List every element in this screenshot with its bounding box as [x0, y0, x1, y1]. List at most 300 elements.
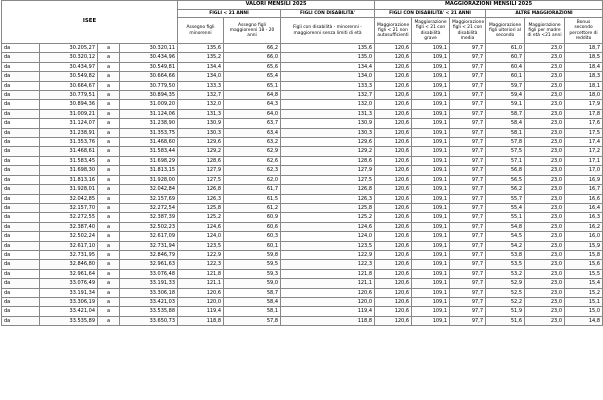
magg-madri-21: 23,0	[525, 203, 565, 212]
magg-disabilita-media: 97,7	[450, 72, 486, 81]
isee-from: 32.846,80	[40, 260, 98, 269]
range-to-label: a	[98, 194, 120, 203]
magg-disabilita-grave: 109,1	[412, 147, 450, 156]
assegno-maggiorenni: 62,6	[224, 156, 281, 165]
magg-disabilita-media: 97,7	[450, 316, 486, 325]
table-row	[2, 269, 603, 278]
assegno-disabilita: 122,3	[281, 260, 375, 269]
assegno-minorenni: 127,5	[178, 175, 224, 184]
assegno-minorenni: 127,9	[178, 166, 224, 175]
bonus-secondo-percettore: 15,5	[565, 269, 603, 278]
magg-figli-ulteriori: 57,8	[486, 138, 525, 147]
isee-to: 31.583,44	[120, 147, 178, 156]
magg-figli-ulteriori: 53,5	[486, 260, 525, 269]
table-row	[2, 119, 603, 128]
assegno-maggiorenni: 65,6	[224, 62, 281, 71]
assegno-disabilita: 125,8	[281, 203, 375, 212]
assegno-disabilita: 133,3	[281, 81, 375, 90]
assegno-disabilita: 126,3	[281, 194, 375, 203]
magg-disabilita-media: 97,7	[450, 260, 486, 269]
assegno-maggiorenni: 62,9	[224, 147, 281, 156]
bonus-secondo-percettore: 15,1	[565, 297, 603, 306]
magg-disabilita-grave: 109,1	[412, 44, 450, 53]
bonus-secondo-percettore: 18,3	[565, 72, 603, 81]
isee-to: 33.650,73	[120, 316, 178, 325]
altre-maggiorazioni-header: ALTRE MAGGIORAZIONI	[486, 10, 603, 18]
isee-from: 32.387,40	[40, 222, 98, 231]
assegno-disabilita: 135,0	[281, 53, 375, 62]
magg-disabilita-grave: 109,1	[412, 166, 450, 175]
bonus-secondo-percettore: 16,3	[565, 213, 603, 222]
magg-disabilita-media: 97,7	[450, 147, 486, 156]
magg-disabilita-media: 97,7	[450, 288, 486, 297]
isee-to: 32.502,23	[120, 222, 178, 231]
assegno-disabilita: 129,2	[281, 147, 375, 156]
assegno-maggiorenni: 66,2	[224, 44, 281, 53]
bonus-secondo-percettore: 15,8	[565, 250, 603, 259]
bonus-secondo-percettore: 18,7	[565, 44, 603, 53]
magg-figli-ulteriori: 58,7	[486, 109, 525, 118]
magg-figli-ulteriori: 59,1	[486, 100, 525, 109]
magg-disabilita-grave: 109,1	[412, 185, 450, 194]
range-from-label: da	[2, 109, 40, 118]
assegno-disabilita: 132,0	[281, 100, 375, 109]
range-to-label: a	[98, 175, 120, 184]
magg-madri-21: 23,0	[525, 44, 565, 53]
bonus-secondo-percettore: 16,2	[565, 222, 603, 231]
assegno-disabilita: 121,8	[281, 269, 375, 278]
isee-header: ISEE	[2, 1, 178, 44]
magg-disabilita-grave: 109,1	[412, 316, 450, 325]
range-from-label: da	[2, 72, 40, 81]
magg-figli-ulteriori: 54,8	[486, 222, 525, 231]
isee-to: 33.076,48	[120, 269, 178, 278]
magg-non-autosufficienti: 120,6	[375, 185, 412, 194]
bonus-secondo-percettore: 17,9	[565, 100, 603, 109]
table-row	[2, 297, 603, 306]
isee-from: 30.894,36	[40, 100, 98, 109]
assegno-maggiorenni: 64,3	[224, 100, 281, 109]
assegno-maggiorenni: 64,8	[224, 91, 281, 100]
table-row	[2, 213, 603, 222]
assegno-disabilita: 132,7	[281, 91, 375, 100]
range-from-label: da	[2, 128, 40, 137]
bonus-secondo-percettore: 18,1	[565, 81, 603, 90]
isee-to: 32.042,84	[120, 185, 178, 194]
bonus-secondo-percettore: 17,0	[565, 166, 603, 175]
magg-disabilita-media: 97,7	[450, 185, 486, 194]
table-row	[2, 109, 603, 118]
assegno-disabilita: 120,0	[281, 297, 375, 306]
isee-from: 31.928,01	[40, 185, 98, 194]
magg-madri-21: 23,0	[525, 166, 565, 175]
isee-from: 30.320,12	[40, 53, 98, 62]
isee-from: 31.698,30	[40, 166, 98, 175]
magg-disabilita-grave: 109,1	[412, 72, 450, 81]
assegno-maggiorenni: 60,6	[224, 222, 281, 231]
assegno-maggiorenni: 60,3	[224, 232, 281, 241]
magg-figli-ulteriori: 57,1	[486, 156, 525, 165]
magg-non-autosufficienti: 120,6	[375, 156, 412, 165]
isee-to: 31.813,15	[120, 166, 178, 175]
magg-disabilita-grave: 109,1	[412, 297, 450, 306]
assegno-disabilita: 126,8	[281, 185, 375, 194]
isee-to: 32.731,94	[120, 241, 178, 250]
assegno-minorenni: 125,8	[178, 203, 224, 212]
magg-figli-ulteriori: 56,8	[486, 166, 525, 175]
range-to-label: a	[98, 44, 120, 53]
magg-disabilita-grave: 109,1	[412, 138, 450, 147]
isee-to: 30.434,96	[120, 53, 178, 62]
range-from-label: da	[2, 175, 40, 184]
magg-non-autosufficienti: 120,6	[375, 81, 412, 90]
table-row	[2, 53, 603, 62]
range-to-label: a	[98, 279, 120, 288]
assegno-minorenni: 119,4	[178, 307, 224, 316]
magg-disabilita-grave: 109,1	[412, 213, 450, 222]
magg-figli-ulteriori: 58,1	[486, 128, 525, 137]
range-to-label: a	[98, 138, 120, 147]
isee-to: 30.779,50	[120, 81, 178, 90]
range-to-label: a	[98, 156, 120, 165]
assegno-minorenni: 128,6	[178, 156, 224, 165]
magg-disabilita-media: 97,7	[450, 213, 486, 222]
magg-madri-21: 23,0	[525, 91, 565, 100]
assegno-minorenni: 126,8	[178, 185, 224, 194]
isee-from: 30.779,51	[40, 91, 98, 100]
magg-madri-21: 23,0	[525, 316, 565, 325]
assegno-minorenni: 125,2	[178, 213, 224, 222]
magg-non-autosufficienti: 120,6	[375, 138, 412, 147]
range-from-label: da	[2, 147, 40, 156]
range-from-label: da	[2, 316, 40, 325]
magg-disabilita-media: 97,7	[450, 109, 486, 118]
isee-to: 33.535,88	[120, 307, 178, 316]
magg-madri-21: 23,0	[525, 147, 565, 156]
assegno-maggiorenni: 63,4	[224, 128, 281, 137]
assegno-minorenni: 120,6	[178, 288, 224, 297]
magg-figli-ulteriori: 60,1	[486, 72, 525, 81]
isee-from: 31.468,61	[40, 147, 98, 156]
isee-from: 30.664,67	[40, 81, 98, 90]
bonus-secondo-percettore: 15,4	[565, 279, 603, 288]
range-from-label: da	[2, 288, 40, 297]
isee-from: 31.124,07	[40, 119, 98, 128]
magg-figli-ulteriori: 57,5	[486, 147, 525, 156]
magg-figli-ulteriori: 59,4	[486, 91, 525, 100]
bonus-secondo-percettore: 16,4	[565, 203, 603, 212]
table-row	[2, 307, 603, 316]
magg-non-autosufficienti: 120,6	[375, 307, 412, 316]
assegno-minorenni: 132,0	[178, 100, 224, 109]
magg-non-autosufficienti: 120,6	[375, 241, 412, 250]
magg-disabilita-media: 97,7	[450, 250, 486, 259]
magg-madri-21: 23,0	[525, 156, 565, 165]
magg-disabilita-grave: 109,1	[412, 307, 450, 316]
magg-non-autosufficienti: 120,6	[375, 222, 412, 231]
table-row	[2, 91, 603, 100]
range-to-label: a	[98, 53, 120, 62]
assegno-minorenni: 134,4	[178, 62, 224, 71]
magg-figli-ulteriori: 51,6	[486, 316, 525, 325]
col-disabilita-grave-header: Maggiorazione figli < 21 con disabilità grave	[412, 18, 450, 44]
valori-mensili-header: VALORI MENSILI 2025	[178, 1, 375, 10]
magg-figli-ulteriori: 52,2	[486, 297, 525, 306]
range-to-label: a	[98, 222, 120, 231]
magg-disabilita-grave: 109,1	[412, 156, 450, 165]
assegno-minorenni: 132,7	[178, 91, 224, 100]
assegno-disabilita: 118,8	[281, 316, 375, 325]
magg-disabilita-grave: 109,1	[412, 175, 450, 184]
magg-madri-21: 23,0	[525, 81, 565, 90]
range-to-label: a	[98, 72, 120, 81]
magg-disabilita-grave: 109,1	[412, 222, 450, 231]
bonus-secondo-percettore: 17,8	[565, 109, 603, 118]
bonus-secondo-percettore: 16,6	[565, 194, 603, 203]
range-to-label: a	[98, 297, 120, 306]
magg-disabilita-grave: 109,1	[412, 53, 450, 62]
range-to-label: a	[98, 241, 120, 250]
assegno-minorenni: 129,2	[178, 147, 224, 156]
magg-figli-ulteriori: 61,0	[486, 44, 525, 53]
assegno-disabilita: 129,6	[281, 138, 375, 147]
isee-to: 31.009,20	[120, 100, 178, 109]
magg-disabilita-media: 97,7	[450, 279, 486, 288]
magg-disabilita-grave: 109,1	[412, 109, 450, 118]
range-from-label: da	[2, 100, 40, 109]
magg-madri-21: 23,0	[525, 194, 565, 203]
assegno-maggiorenni: 58,4	[224, 297, 281, 306]
table-row	[2, 175, 603, 184]
magg-madri-21: 23,0	[525, 269, 565, 278]
magg-non-autosufficienti: 120,6	[375, 260, 412, 269]
assegno-minorenni: 120,0	[178, 297, 224, 306]
assegno-minorenni: 133,3	[178, 81, 224, 90]
magg-non-autosufficienti: 120,6	[375, 91, 412, 100]
magg-disabilita-grave: 109,1	[412, 203, 450, 212]
range-to-label: a	[98, 307, 120, 316]
maggiorazioni-mensili-header: MAGGIORAZIONI MENSILI 2025	[375, 1, 603, 10]
assegno-minorenni: 124,0	[178, 232, 224, 241]
range-from-label: da	[2, 307, 40, 316]
isee-from: 30.549,82	[40, 72, 98, 81]
table-row	[2, 316, 603, 325]
assegno-minorenni: 134,0	[178, 72, 224, 81]
assegno-disabilita: 125,2	[281, 213, 375, 222]
figli-disabilita-21-header: FIGLI CON DISABILITA' < 21 ANNI	[375, 10, 486, 18]
isee-from: 32.617,10	[40, 241, 98, 250]
magg-non-autosufficienti: 120,6	[375, 203, 412, 212]
bonus-secondo-percettore: 18,4	[565, 62, 603, 71]
isee-from: 31.353,76	[40, 138, 98, 147]
table-row	[2, 138, 603, 147]
assegno-disabilita: 131,3	[281, 109, 375, 118]
isee-to: 30.320,11	[120, 44, 178, 53]
isee-to: 31.353,75	[120, 128, 178, 137]
bonus-secondo-percettore: 17,6	[565, 119, 603, 128]
assegno-maggiorenni: 60,1	[224, 241, 281, 250]
table-row	[2, 62, 603, 71]
isee-from: 32.157,70	[40, 203, 98, 212]
range-from-label: da	[2, 62, 40, 71]
assegno-disabilita: 120,6	[281, 288, 375, 297]
assegno-maggiorenni: 59,3	[224, 269, 281, 278]
magg-disabilita-media: 97,7	[450, 222, 486, 231]
magg-disabilita-media: 97,7	[450, 44, 486, 53]
assegno-maggiorenni: 59,5	[224, 260, 281, 269]
assegno-maggiorenni: 60,9	[224, 213, 281, 222]
magg-non-autosufficienti: 120,6	[375, 175, 412, 184]
magg-figli-ulteriori: 54,5	[486, 232, 525, 241]
table-row	[2, 72, 603, 81]
bonus-secondo-percettore: 16,7	[565, 185, 603, 194]
bonus-secondo-percettore: 17,5	[565, 128, 603, 137]
assegno-disabilita: 119,4	[281, 307, 375, 316]
assegno-minorenni: 135,6	[178, 44, 224, 53]
isee-to: 30.664,66	[120, 72, 178, 81]
assegno-disabilita: 130,3	[281, 128, 375, 137]
table-row	[2, 81, 603, 90]
col-figli-ulteriori-header: Maggiorazione figli ulteriori al secondo	[486, 18, 525, 44]
assegno-disabilita: 128,6	[281, 156, 375, 165]
assegno-minorenni: 121,1	[178, 279, 224, 288]
magg-disabilita-media: 97,7	[450, 269, 486, 278]
range-from-label: da	[2, 156, 40, 165]
isee-to: 32.617,09	[120, 232, 178, 241]
table-row	[2, 279, 603, 288]
isee-from: 31.238,91	[40, 128, 98, 137]
table-row	[2, 288, 603, 297]
range-from-label: da	[2, 222, 40, 231]
isee-to: 33.306,18	[120, 288, 178, 297]
assegno-maggiorenni: 58,1	[224, 307, 281, 316]
range-from-label: da	[2, 81, 40, 90]
table-row	[2, 194, 603, 203]
magg-madri-21: 23,0	[525, 175, 565, 184]
magg-non-autosufficienti: 120,6	[375, 288, 412, 297]
magg-madri-21: 23,0	[525, 109, 565, 118]
assegno-maggiorenni: 61,2	[224, 203, 281, 212]
figli-disabilita-header: FIGLI CON DISABILITA'	[281, 10, 375, 18]
isee-table	[1, 0, 603, 326]
range-to-label: a	[98, 100, 120, 109]
magg-madri-21: 23,0	[525, 222, 565, 231]
magg-figli-ulteriori: 58,4	[486, 119, 525, 128]
magg-madri-21: 23,0	[525, 260, 565, 269]
bonus-secondo-percettore: 16,0	[565, 232, 603, 241]
range-from-label: da	[2, 203, 40, 212]
isee-to: 33.421,03	[120, 297, 178, 306]
magg-non-autosufficienti: 120,6	[375, 147, 412, 156]
range-from-label: da	[2, 53, 40, 62]
magg-non-autosufficienti: 120,6	[375, 72, 412, 81]
assegno-disabilita: 135,6	[281, 44, 375, 53]
assegno-maggiorenni: 63,2	[224, 138, 281, 147]
isee-to: 32.846,79	[120, 250, 178, 259]
assegno-minorenni: 130,3	[178, 128, 224, 137]
range-to-label: a	[98, 147, 120, 156]
isee-to: 31.698,29	[120, 156, 178, 165]
magg-madri-21: 23,0	[525, 53, 565, 62]
assegno-disabilita: 127,5	[281, 175, 375, 184]
magg-madri-21: 23,0	[525, 72, 565, 81]
isee-to: 32.157,69	[120, 194, 178, 203]
range-to-label: a	[98, 203, 120, 212]
magg-disabilita-grave: 109,1	[412, 288, 450, 297]
bonus-secondo-percettore: 15,6	[565, 260, 603, 269]
col-madri-21-header: Maggiorazione figli per madre di età <21 anni	[525, 18, 565, 44]
magg-disabilita-media: 97,7	[450, 175, 486, 184]
table-row	[2, 44, 603, 53]
isee-from: 33.535,89	[40, 316, 98, 325]
isee-from: 32.961,64	[40, 269, 98, 278]
magg-madri-21: 23,0	[525, 128, 565, 137]
assegno-disabilita: 127,9	[281, 166, 375, 175]
range-from-label: da	[2, 250, 40, 259]
range-to-label: a	[98, 166, 120, 175]
magg-figli-ulteriori: 51,9	[486, 307, 525, 316]
assegno-maggiorenni: 64,0	[224, 109, 281, 118]
magg-figli-ulteriori: 52,9	[486, 279, 525, 288]
assegno-disabilita: 130,9	[281, 119, 375, 128]
range-from-label: da	[2, 119, 40, 128]
magg-figli-ulteriori: 56,5	[486, 175, 525, 184]
magg-madri-21: 23,0	[525, 138, 565, 147]
magg-figli-ulteriori: 55,7	[486, 194, 525, 203]
isee-to: 32.387,39	[120, 213, 178, 222]
magg-disabilita-grave: 109,1	[412, 100, 450, 109]
magg-non-autosufficienti: 120,6	[375, 128, 412, 137]
isee-from: 31.583,45	[40, 156, 98, 165]
range-to-label: a	[98, 288, 120, 297]
magg-disabilita-grave: 109,1	[412, 119, 450, 128]
isee-from: 32.731,95	[40, 250, 98, 259]
figli-21-header: FIGLI < 21 ANNI	[178, 10, 281, 18]
magg-madri-21: 23,0	[525, 279, 565, 288]
range-to-label: a	[98, 185, 120, 194]
isee-from: 31.813,16	[40, 175, 98, 184]
magg-disabilita-grave: 109,1	[412, 62, 450, 71]
range-to-label: a	[98, 128, 120, 137]
assegno-maggiorenni: 63,7	[224, 119, 281, 128]
assegno-disabilita: 134,4	[281, 62, 375, 71]
table-body	[2, 44, 603, 326]
col-maggiorenni-header: Assegno figli maggiorenni 18 - 20 anni	[224, 18, 281, 44]
assegno-disabilita: 123,5	[281, 241, 375, 250]
magg-non-autosufficienti: 120,6	[375, 297, 412, 306]
assegno-minorenni: 124,6	[178, 222, 224, 231]
assegno-disabilita: 122,9	[281, 250, 375, 259]
isee-from: 33.191,34	[40, 288, 98, 297]
magg-non-autosufficienti: 120,6	[375, 316, 412, 325]
magg-madri-21: 23,0	[525, 297, 565, 306]
bonus-secondo-percettore: 17,4	[565, 138, 603, 147]
assegno-minorenni: 129,6	[178, 138, 224, 147]
table-row	[2, 232, 603, 241]
range-from-label: da	[2, 269, 40, 278]
assegno-maggiorenni: 57,8	[224, 316, 281, 325]
range-from-label: da	[2, 213, 40, 222]
range-to-label: a	[98, 81, 120, 90]
assegno-maggiorenni: 61,7	[224, 185, 281, 194]
isee-from: 32.502,24	[40, 232, 98, 241]
magg-disabilita-media: 97,7	[450, 297, 486, 306]
assegno-disabilita: 134,0	[281, 72, 375, 81]
assegno-maggiorenni: 65,4	[224, 72, 281, 81]
magg-disabilita-media: 97,7	[450, 53, 486, 62]
isee-from: 33.306,19	[40, 297, 98, 306]
magg-madri-21: 23,0	[525, 241, 565, 250]
